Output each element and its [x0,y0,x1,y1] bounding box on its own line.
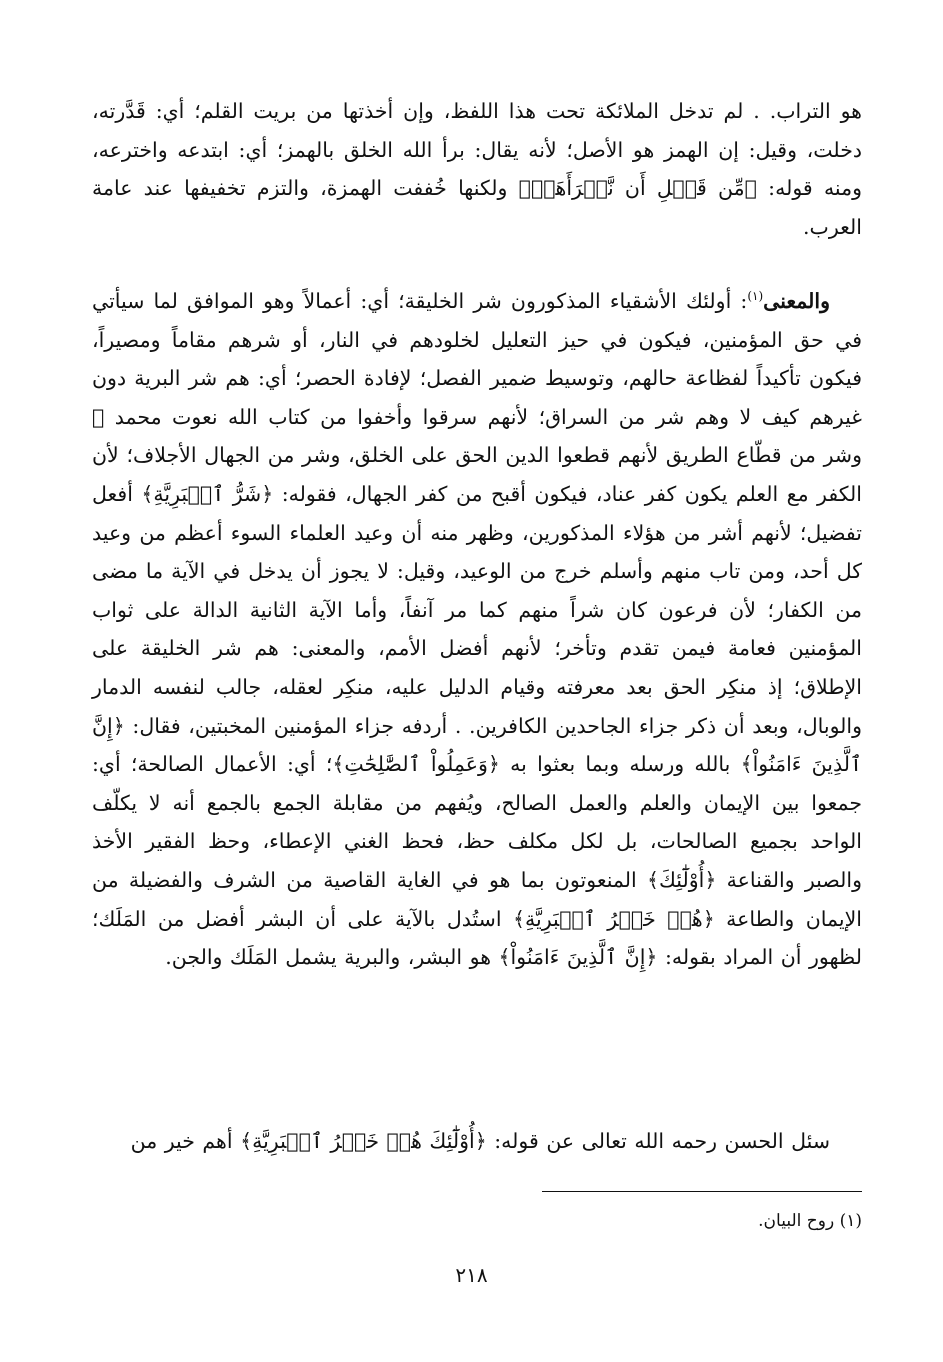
paragraph-2-body: : أولئك الأشقياء المذكورون شر الخليقة؛ أي: أعمالاً وهو الموافق لما سيأتي في حق المؤمنين، فيكون في حيز التعليل لخلودهم في النار، أو شرهم مقاماً ومصيراً، فيكون تأكيداً لفظاعة حالهم، وتوسيط ضمير الفصل؛ لإفادة الحصر؛ أي: هم شر البرية دون غيرهم كيف لا وهم شر من السراق؛ لأنهم سرقوا وأخفوا من كتاب الله نعوت محمد ﷺ وشر من قطّاع الطريق لأنهم قطعوا الدين الحق على الخلق، وشر من الجهال الأجلاف؛ لأن الكفر مع العلم يكون كفر عناد، فيكون أقبح من كفر الجهال، فقوله: ﴿شَرُّ ٱلۡبَرِيَّةِ﴾ أفعل تفضيل؛ لأنهم أشر من هؤلاء المذكورين، وظهر منه أن وعيد العلماء السوء أعظم من وعيد كل أحد، ومن تاب منهم وأسلم خرج من الوعيد، وقيل: لا يجوز أن يدخل في الآية ما مضى من الكفار؛ لأن فرعون كان شراً منهم كما مر آنفاً، وأما الآية الثانية الدالة على ثواب المؤمنين فعامة فيمن تقدم وتأخر؛ لأنهم أفضل الأمم، والمعنى: هم شر الخليقة على الإطلاق؛ إذ منكِر الحق بعد معرفته وقيام الدليل عليه، منكِر لعقله، جالب لنفسه الدمار والوبال، وبعد أن ذكر جزاء الجاحدين الكافرين. . أردفه جزاء المؤمنين المخبتين، فقال: ﴿إِنَّ ٱلَّذِينَ ءَامَنُواْ﴾ بالله ورسله وبما بعثوا به ﴿وَعَمِلُواْ ٱلصَّٰلِحَٰتِ﴾؛ أي: الأعمال الصالحة؛ أي: جمعوا بين الإيمان والعلم والعمل الصالح، ويُفهم من مقابلة الجمع بالجمع أنه لا يكلّف الواحد بجميع الصالحات، بل لكل مكلف حظ، فحظ الغني الإعطاء، وحظ الفقير الأخذ والصبر والقناعة ﴿أُوْلَٰٓئِكَ﴾ المنعوتون بما هو في الغاية القاصية من الشرف والفضيلة من الإيمان والطاعة ﴿هُمۡ خَيۡرُ ٱلۡبَرِيَّةِ﴾ استُدل بالآية على أن البشر أفضل من المَلَك؛ لظهور أن المراد بقوله: ﴿إِنَّ ٱلَّذِينَ ءَامَنُواْ﴾ هو البشر، والبرية يشمل المَلَك والجن. [92,289,863,970]
footnote-1 [92,1206,862,1236]
paragraph-3-text: سئل الحسن رحمه الله تعالى عن قوله: ﴿أُوْلَٰٓئِكَ هُمۡ خَيۡرُ ٱلۡبَرِيَّةِ﴾ أهم خير من [130,1129,830,1153]
footnote-1-marker: (١) [839,1211,862,1231]
paragraph-2-text [92,282,862,977]
footnote-reference-1: (١) [747,289,764,304]
paragraph-1-text: هو التراب. . لم تدخل الملائكة تحت هذا اللفظ، وإن أخذتها من بريت القلم؛ أي: قَدَّرته، دخلت، وقيل: إن الهمز هو الأصل؛ لأنه يقال: برأ الله الخلق بالهمز؛ أي: ابتدعه واخترعه، ومنه قوله: ﴿مِّن قَبۡلِ أَن نَّبۡرَأَهَآۚ﴾ ولكنها خُففت الهمزة، والتزم تخفيفها عند عامة العرب. [92,99,862,239]
paragraph-3 [92,1122,862,1161]
footnote-divider [542,1191,862,1192]
page-number: ٢١٨ [455,1263,488,1287]
paragraph-2 [92,282,862,977]
paragraph-1 [92,92,862,246]
footnote-1-text: روح البيان. [758,1211,835,1231]
paragraph-2-lead-word: والمعنى [763,289,830,313]
